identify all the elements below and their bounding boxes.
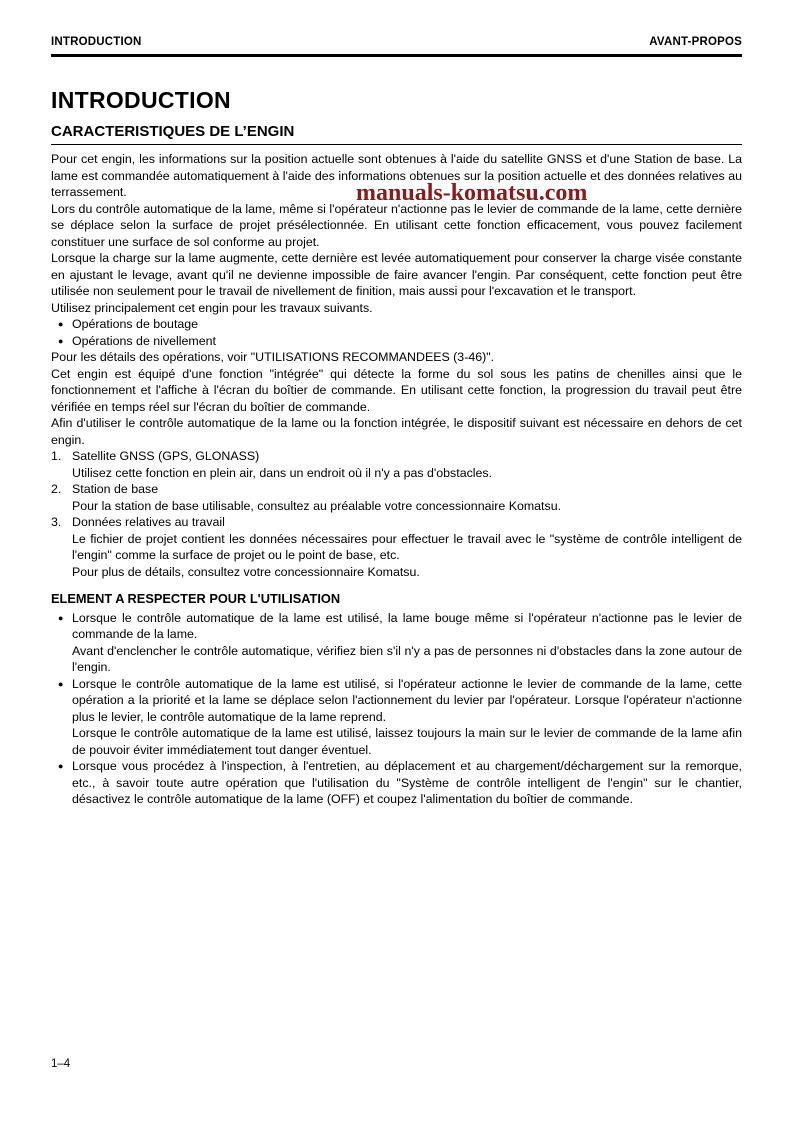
paragraph: Lors du contrôle automatique de la lame, même si l'opérateur n'actionne pas le levier de commande de la lame, cette dernière se déplace selon la surface de projet présélectionnée. En utilisant cette fonction efficacement, vous pouvez facilement constituer une surface de sol conforme au projet. xyxy=(51,201,742,249)
numbered-item xyxy=(51,514,742,580)
bullet-icon: ● xyxy=(58,761,64,771)
numbered-item-line: Pour la station de base utilisable, consultez au préalable votre concessionnaire Komatsu. xyxy=(72,498,562,513)
bullet-item-text: Opérations de nivellement xyxy=(72,333,216,348)
bullet-item-text xyxy=(72,758,742,808)
section-heading-characteristics: CARACTERISTIQUES DE L’ENGIN xyxy=(51,123,742,145)
bullet-icon: ● xyxy=(58,612,64,623)
watermark: manuals-komatsu.com xyxy=(356,180,588,206)
bullet-item-text xyxy=(72,610,742,676)
paragraph: Afin d'utiliser le contrôle automatique de la lame ou la fonction intégrée, le dispositif suivant est nécessaire en dehors de cet engin. xyxy=(51,416,742,447)
numbered-item-body xyxy=(72,514,742,580)
numbered-item-title: Données relatives au travail xyxy=(72,515,225,529)
bullet-line: Lorsque le contrôle automatique de la lame est utilisé, la lame bouge même si l'opérateur n'actionne pas le levier de commande de la lame. xyxy=(72,610,742,641)
bullet-item xyxy=(51,333,742,350)
bullet-item xyxy=(51,316,742,333)
body-text xyxy=(51,151,742,808)
bullet-line: Avant d'enclencher le contrôle automatique, vérifiez bien s'il n'y a pas de personnes ni d'obstacles dans la zone autour de l'engin. xyxy=(72,643,742,674)
bullet-line: Lorsque le contrôle automatique de la lame est utilisé, laissez toujours la main sur le levier de commande de la lame afin de pouvoir éviter immédiatement tout danger éventuel. xyxy=(72,726,742,757)
bullet-icon: ● xyxy=(58,335,64,346)
running-header xyxy=(51,36,742,57)
paragraph: Pour cet engin, les informations sur la position actuelle sont obtenues à l'aide du satellite GNSS et d'une Station de base. La lame est commandée automatiquement à l'aide des informations obtenues sur la position actuelle et des données relatives au terrassement. xyxy=(51,152,742,199)
bullet-line: Lorsque le contrôle automatique de la lame est utilisé, si l'opérateur actionne le levier de commande de la lame, cette opération a la priorité et la lame se déplace selon l'actionnement du levier par l'opérateur. Lorsque l'opérateur n'actionne plus le levier, le contrôle automatique de la lame reprend. xyxy=(72,676,742,724)
header-right-label: AVANT-PROPOS xyxy=(649,36,742,48)
numbered-item xyxy=(51,481,742,514)
bullet-item xyxy=(51,610,742,676)
bullet-icon: ● xyxy=(58,678,64,689)
header-left-label: INTRODUCTION xyxy=(51,36,142,48)
paragraph: Pour les détails des opérations, voir "UTILISATIONS RECOMMANDEES (3-46)". xyxy=(51,350,495,364)
footer-page-number: 1–4 xyxy=(51,1058,71,1070)
numbered-item-line: Pour plus de détails, consultez votre concessionnaire Komatsu. xyxy=(72,564,420,579)
item-number: 3. xyxy=(51,515,62,529)
numbered-item-line: Le fichier de projet contient les données nécessaires pour effectuer le travail avec le "système de contrôle intelligent de l'engin" comme la surface de projet ou le point de base, etc. xyxy=(72,531,742,562)
bullet-line: Lorsque vous procédez à l'inspection, à l'entretien, au déplacement et au chargement/déchargement sur la remorque, etc., à savoir toute autre opération que l'utilisation du "Système de contrôle intelligent de l'engin" sur le chantier, désactivez le contrôle automatique de la lame (OFF) et coupez l'alimentation du boîtier de commande. xyxy=(72,759,742,806)
numbered-item-title: Satellite GNSS (GPS, GLONASS) xyxy=(72,449,260,463)
bullet-item xyxy=(51,676,742,759)
numbered-item xyxy=(51,448,742,481)
item-number: 1. xyxy=(51,449,62,463)
numbered-item-line: Utilisez cette fonction en plein air, dans un endroit où il n'y a pas d'obstacles. xyxy=(72,465,493,480)
numbered-item-title: Station de base xyxy=(72,482,159,496)
bullet-item xyxy=(51,758,742,808)
numbered-item-body xyxy=(72,448,742,481)
paragraph: Utilisez principalement cet engin pour les travaux suivants. xyxy=(51,300,373,315)
bullet-icon: ● xyxy=(58,319,64,329)
page-title: INTRODUCTION xyxy=(51,87,231,113)
section-heading-element-respecter: ELEMENT A RESPECTER POUR L'UTILISATION xyxy=(51,591,341,606)
paragraph: Lorsque la charge sur la lame augmente, cette dernière est levée automatiquement pour conserver la charge visée constante en ajustant le levage, avant qu'il ne devienne impossible de faire avancer l'engin. Par conséquent, cette fonction peut être utilisée non seulement pour le travail de nivellement de finition, mais aussi pour l'excavation et le transport. xyxy=(51,251,742,298)
paragraph: Cet engin est équipé d'une fonction "intégrée" qui détecte la forme du sol sous les patins de chenilles ainsi que le fonctionnement et l'affiche à l'écran du boîtier de commande. En utilisant cette fonction, la progression du travail peut être vérifiée en temps réel sur l'écran du boîtier de commande. xyxy=(51,366,742,414)
numbered-item-body xyxy=(72,481,742,514)
bullet-item-text xyxy=(72,676,742,759)
item-number: 2. xyxy=(51,482,62,496)
bullet-item-text: Opérations de boutage xyxy=(72,317,199,331)
